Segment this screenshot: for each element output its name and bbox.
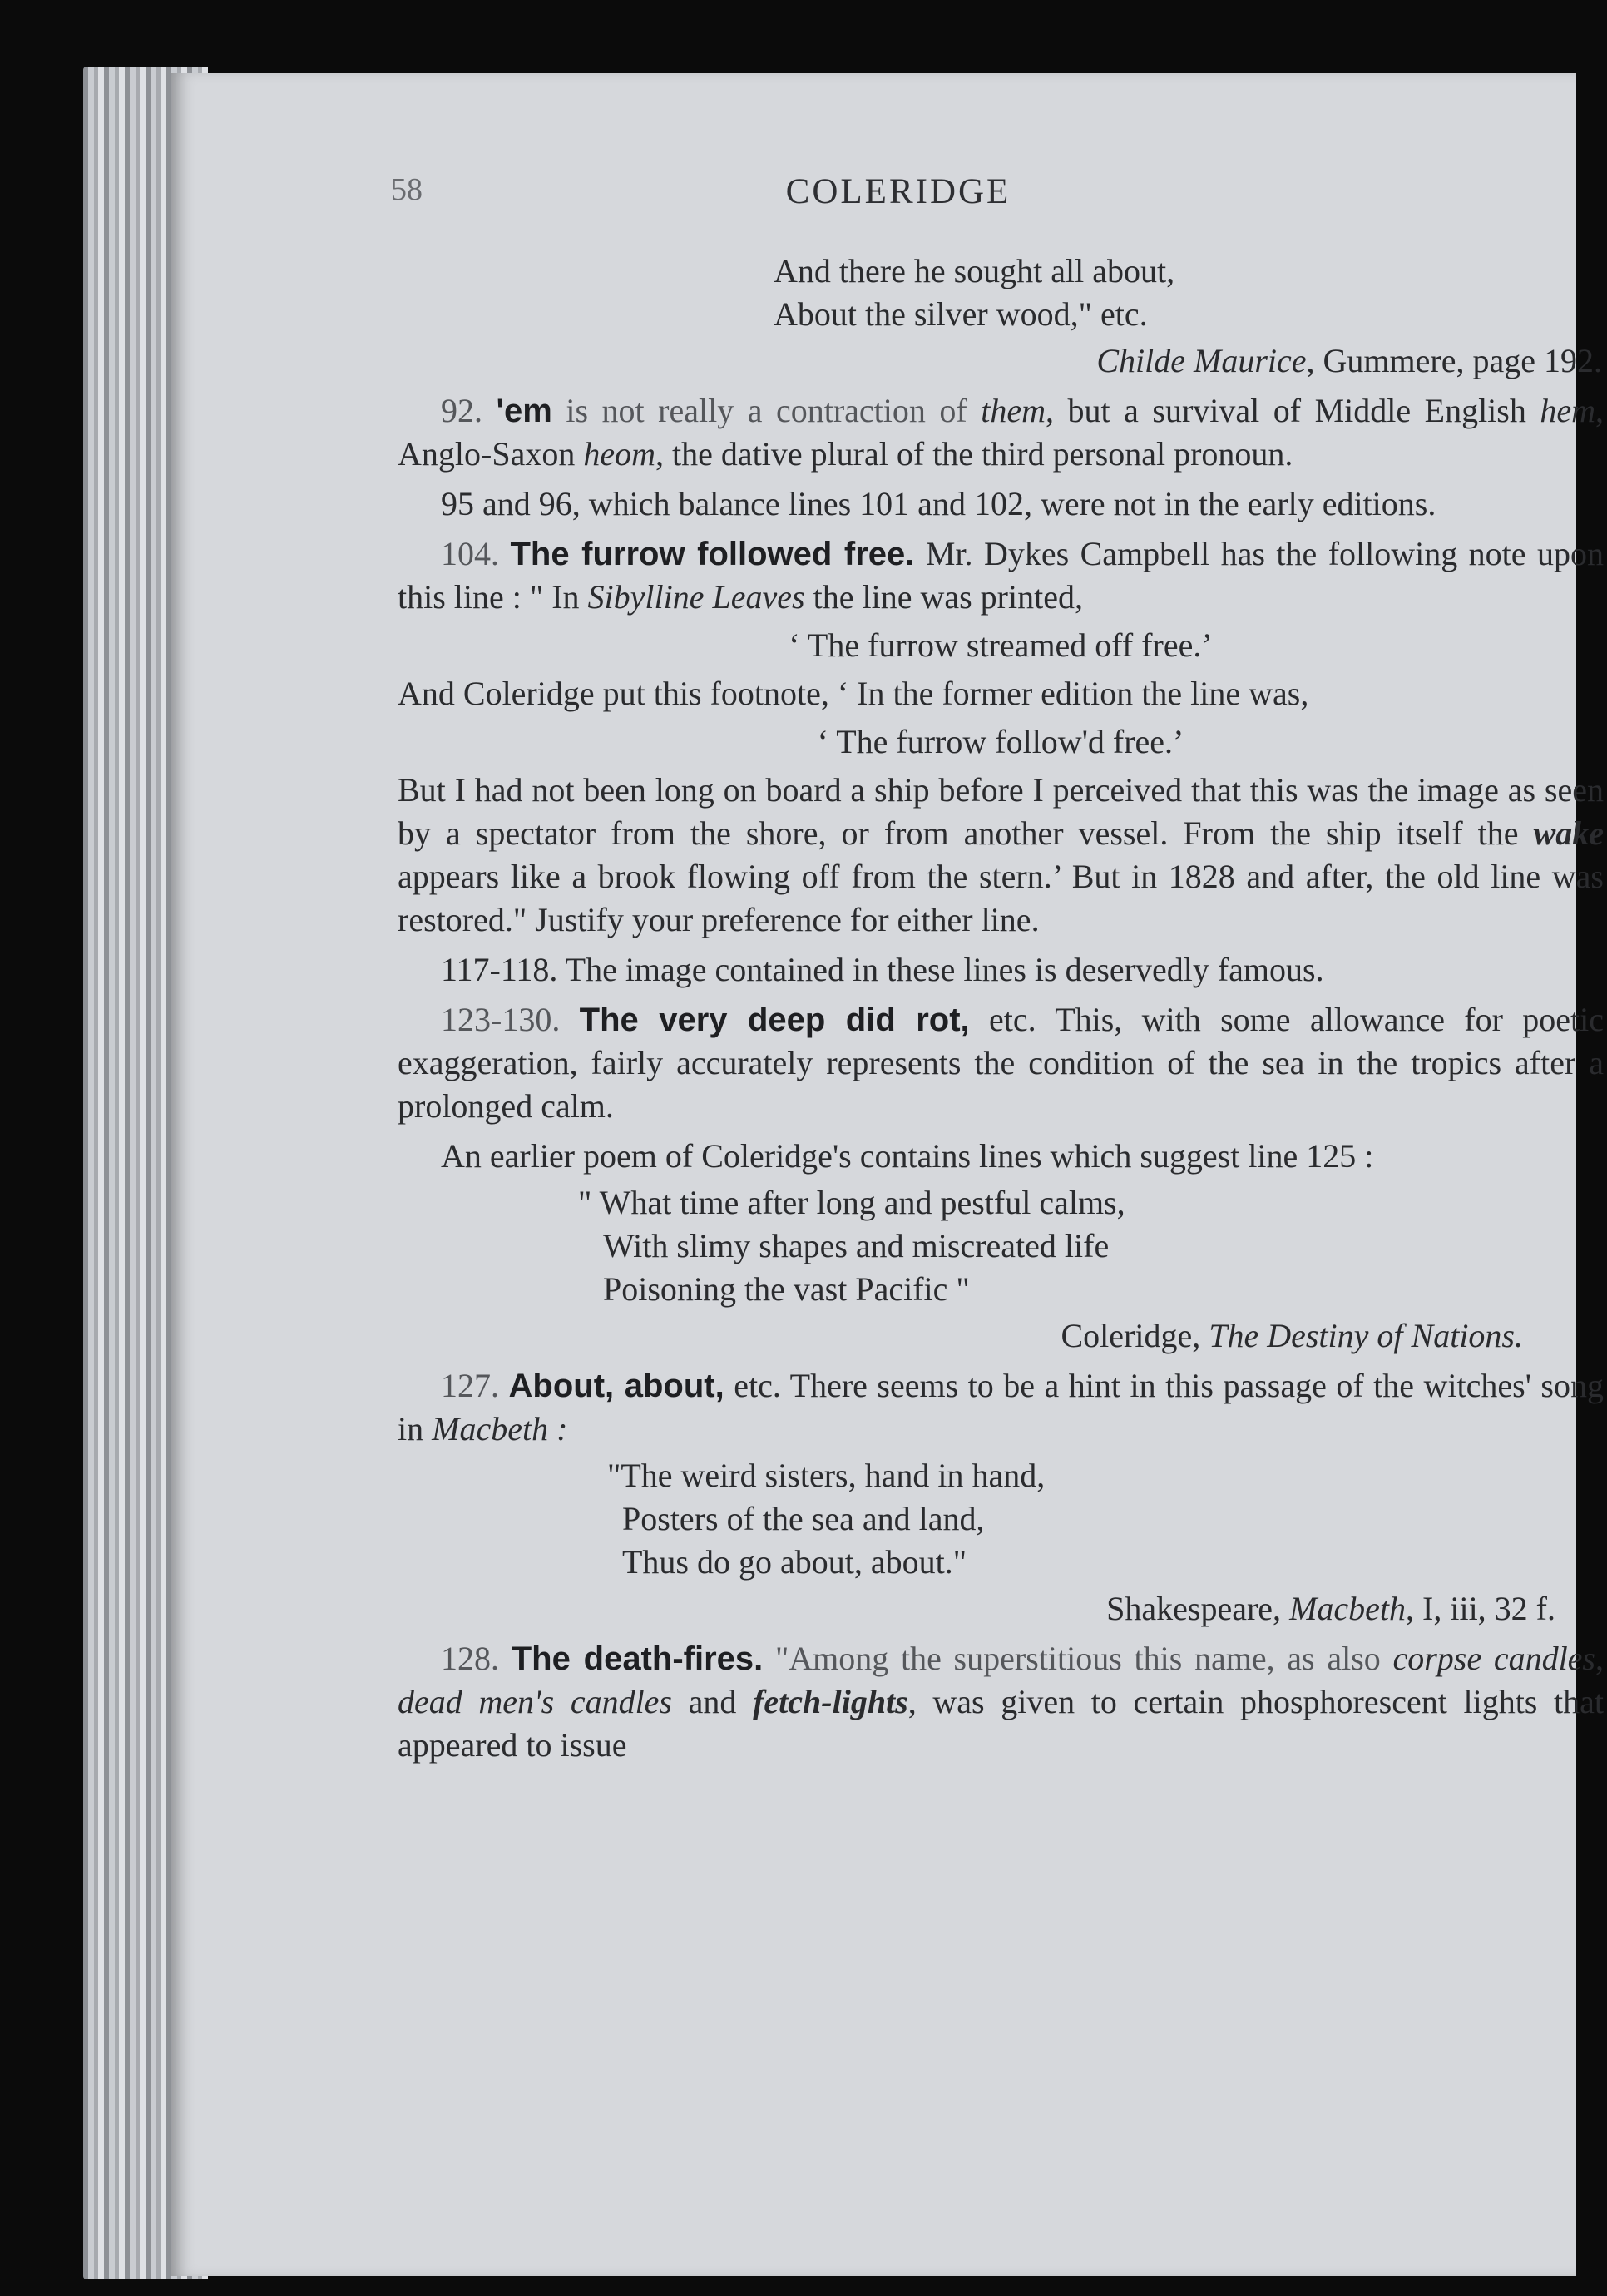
quote-line: ‘ The furrow streamed off free.’ (789, 626, 1213, 664)
page-header (171, 171, 1576, 230)
note-95: 95 and 96, which balance lines 101 and 102, were not in the early editions. (441, 485, 1436, 522)
verse-line: With slimy shapes and miscreated life (603, 1227, 1110, 1264)
note-123: 123-130. The very deep did rot, etc. This, with some allowance for poetic exaggeration, fairly accurately represents the condition of the sea in the tropics after a prolonged calm. (398, 1001, 1605, 1125)
note-92: 92. 'em is not really a contraction of them, but a survival of Middle English hem, Anglo-Saxon heom, the dative plural of the third personal pronoun. (398, 392, 1605, 473)
verse-line: " What time after long and pestful calms, (578, 1184, 1125, 1221)
note-125: An earlier poem of Coleridge's contains lines which suggest line 125 : (441, 1137, 1374, 1175)
attribution-destiny: Coleridge, The Destiny of Nations. (1061, 1317, 1523, 1354)
note-117: 117-118. The image contained in these lines is deservedly famous. (441, 951, 1324, 988)
page-number: 58 (391, 172, 423, 207)
note-104-cont: And Coleridge put this footnote, ‘ In the former edition the line was, (398, 675, 1309, 712)
attribution-childe-maurice: Childe Maurice, Gummere, page 192. (1096, 342, 1602, 379)
quote-line: ‘ The furrow follow'd free.’ (817, 723, 1184, 760)
note-104: 104. The furrow followed free. Mr. Dykes Campbell has the following note upon this line : " In Sibylline Leaves the line was printed, (398, 535, 1604, 616)
verse-line: "The weird sisters, hand in hand, (607, 1457, 1046, 1494)
note-104-cont2: But I had not been long on board a ship before I perceived that this was the image as seen by a spectator from the shore, or from another vessel. From the ship itself the wake appears like a brook flowing off from the stern.’ But in 1828 and after, the old line was restored." Justify your preference for either line. (398, 771, 1604, 938)
page-body (398, 246, 1604, 1767)
verse-line: Thus do go about, about." (622, 1543, 967, 1581)
verse-destiny (398, 1181, 1604, 1311)
attribution-macbeth: Shakespeare, Macbeth, I, iii, 32 f. (1106, 1590, 1555, 1627)
verse-line: Poisoning the vast Pacific " (603, 1270, 970, 1308)
note-128: 128. The death-fires. "Among the superstitious this name, as also corpse candles, dead men's candles and fetch-lights, was given to certain phosphorescent lights that appeared to issue (398, 1640, 1605, 1764)
verse-macbeth (398, 1454, 1604, 1584)
verse-line: And there he sought all about, (774, 252, 1175, 289)
verse-line: Posters of the sea and land, (622, 1500, 985, 1537)
book-page (171, 73, 1605, 2276)
verse-opening (398, 250, 1604, 336)
note-127: 127. About, about, etc. There seems to be a hint in this passage of the witches' song in Macbeth : (398, 1367, 1604, 1447)
verse-line: About the silver wood," etc. (774, 295, 1148, 333)
running-title: COLERIDGE (785, 172, 1011, 211)
